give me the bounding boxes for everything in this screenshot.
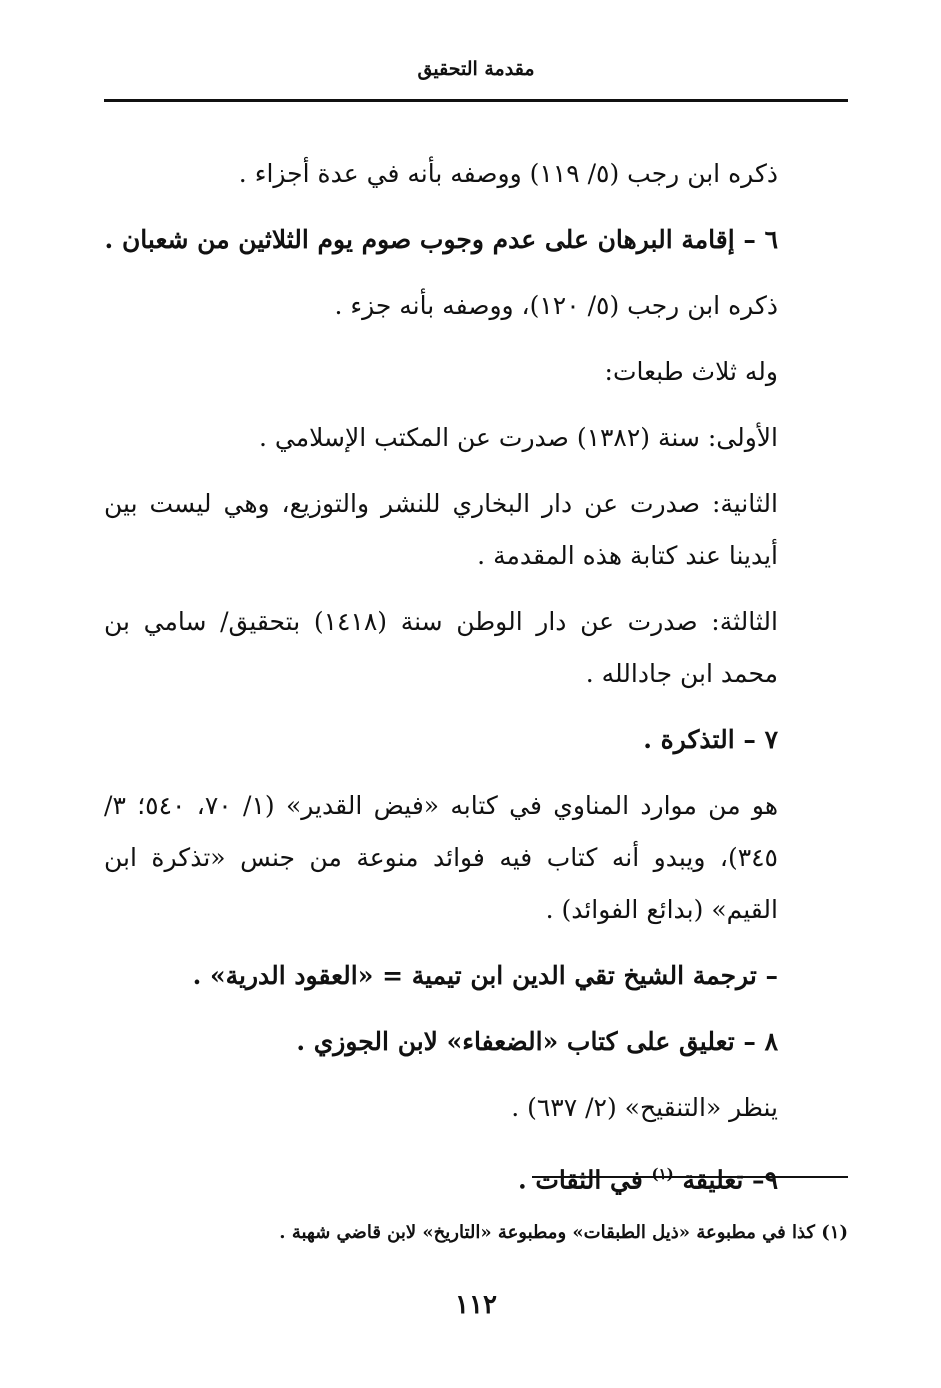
footnote-marker[interactable]: (١): [651, 1165, 674, 1183]
paragraph: ذكره ابن رجب (٥/ ١٢٠)، ووصفه بأنه جزء .: [334, 291, 778, 320]
paragraph: الثانية: صدرت عن دار البخاري للنشر والتوزيع، وهي ليست بين أيدينا عند كتابة هذه المقدمة .: [104, 489, 778, 570]
heading-text: في الثقات .: [517, 1165, 652, 1195]
footnote: (١) كذا في مطبوعة «ذيل الطبقات» ومطبوعة «التاريخ» لابن قاضي شهبة .: [279, 1222, 848, 1243]
paragraph: ذكره ابن رجب (٥/ ١١٩) ووصفه بأنه في عدة أجزاء .: [238, 159, 778, 188]
paragraph: هو من موارد المناوي في كتابه «فيض القدير» (١/ ٧٠، ٥٤٠؛ ٣/ ٣٤٥)، ويبدو أنه كتاب فيه فوائد منوعة من جنس «تذكرة ابن القيم» (بدائع الفوائد) .: [104, 791, 779, 924]
paragraph: الثالثة: صدرت عن دار الوطن سنة (١٤١٨) بتحقيق/ سامي بن محمد ابن جادالله .: [104, 607, 778, 688]
running-head: مقدمة التحقيق: [417, 58, 535, 80]
paragraph-heading: – ترجمة الشيخ تقي الدين ابن تيمية = «العقود الدرية» .: [192, 961, 778, 990]
header-rule: [104, 99, 848, 102]
paragraph: ينظر «التنقيح» (٢/ ٦٣٧) .: [511, 1093, 778, 1122]
paragraph-heading: ٦ – إقامة البرهان على عدم وجوب صوم يوم الثلاثين من شعبان .: [104, 225, 778, 254]
footnote-rule: [532, 1176, 848, 1178]
heading-text: ٩– تعليقة: [673, 1165, 778, 1195]
paragraph-heading: ٧ – التذكرة .: [643, 725, 778, 754]
main-text: [104, 148, 848, 1220]
paragraph: وله ثلاث طبعات:: [604, 357, 778, 386]
paragraph-heading: ٨ – تعليق على كتاب «الضعفاء» لابن الجوزي .: [296, 1027, 778, 1056]
page-number: ١١٢: [455, 1290, 497, 1320]
paragraph: الأولى: سنة (١٣٨٢) صدرت عن المكتب الإسلامي .: [259, 423, 778, 452]
